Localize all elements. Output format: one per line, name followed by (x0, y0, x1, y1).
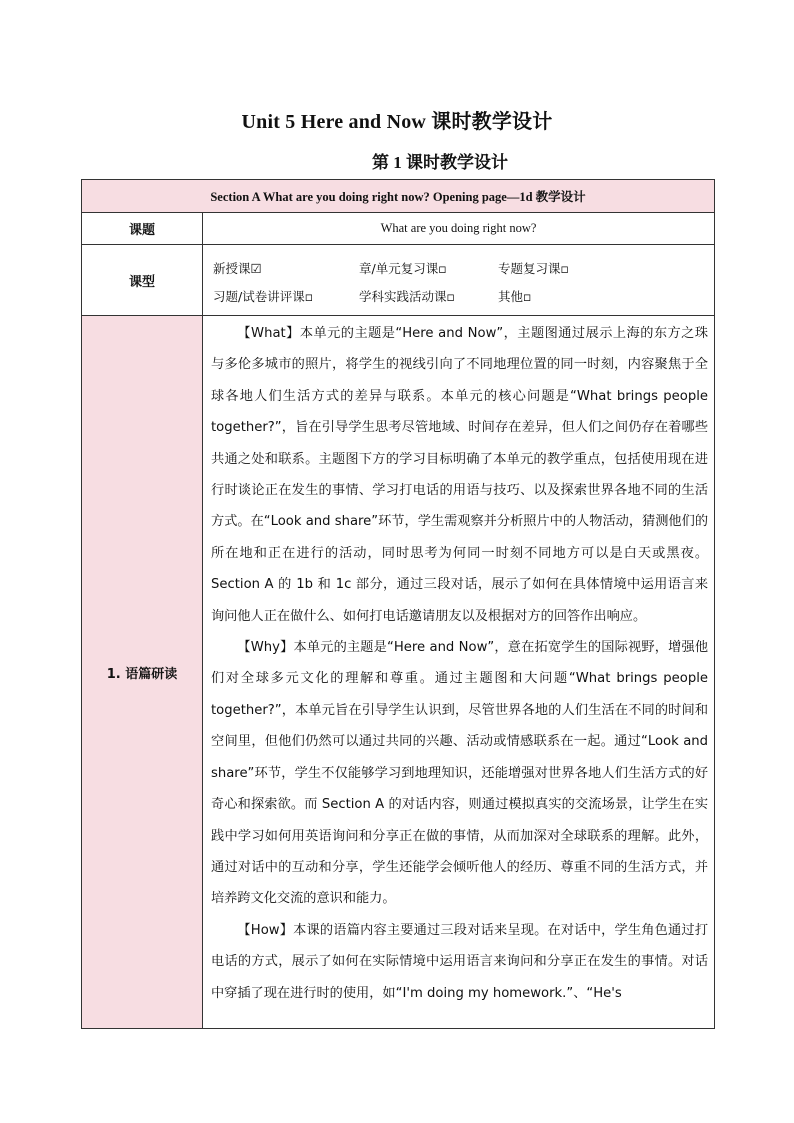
paragraph-how: 【How】本课的语篇内容主要通过三段对话来呈现。在对话中，学生角色通过打电话的方式，展示了如何在实际情境中运用语言来询问和分享正在发生的事情。对话中穿插了现在进行时的使用，如“I'm doing my homework.”、“He's (211, 922, 709, 1001)
paragraph-what: 【What】本单元的主题是“Here and Now”，主题图通过展示上海的东方之珠与多伦多城市的照片，将学生的视线引向了不同地理位置的同一时刻，内容聚焦于全球各地人们生活方式的差异与联系。本单元的核心问题是“What brings people together?”，旨在引导学生思考尽管地域、时间存在差异，但人们之间仍存在着哪些共通之处和联系。主题图下方的学习目标明确了本单元的教学重点，包括使用现在进行时谈论正在发生的事情、学习打电话的用语与技巧、以及探索世界各地不同的生活方式。在“Look and share”环节，学生需观察并分析照片中的人物活动，猜测他们的所在地和正在进行的活动，同时思考为何同一时刻不同地方可以是白天或黑夜。Section A 的 1b 和 1c 部分，通过三段对话，展示了如何在具体情境中运用语言来询问他人正在做什么、如何打电话邀请朋友以及根据对方的回答作出响应。 (211, 326, 709, 624)
type-option-unit-review: 章/单元复习课▫ (359, 261, 447, 276)
lesson-type-label: 课型 (82, 245, 203, 316)
document-subtitle: 第 1 课时教学设计 (372, 153, 508, 172)
topic-label: 课题 (82, 213, 203, 245)
lesson-plan-table (81, 179, 715, 1029)
topic-value: What are you doing right now? (203, 213, 715, 245)
type-option-new-lesson: 新授课☑ (213, 261, 262, 276)
section-header: Section A What are you doing right now? Opening page—1d 教学设计 (82, 180, 715, 213)
lesson-type-options (203, 245, 715, 316)
type-option-topic-review: 专题复习课▫ (498, 261, 569, 276)
lesson-type-row-1 (203, 254, 714, 282)
paragraph-why: 【Why】本单元的主题是“Here and Now”，意在拓宽学生的国际视野，增强他们对全球多元文化的理解和尊重。通过主题图和大问题“What brings people together?”，本单元旨在引导学生认识到，尽管世界各地的人们生活在不同的时间和空间里，但他们仍然可以通过共同的兴趣、活动或情感联系在一起。通过“Look and share”环节，学生不仅能够学习到地理知识，还能增强对世界各地人们生活方式的好奇心和探索欲。而 Section A 的对话内容，则通过模拟真实的交流场景，让学生在实践中学习如何用英语询问和分享正在做的事情，从而加深对全球联系的理解。此外，通过对话中的互动和分享，学生还能学会倾听他人的经历、尊重不同的生活方式，并培养跨文化交流的意识和能力。 (211, 640, 709, 907)
type-option-other: 其他▫ (498, 289, 532, 304)
text-analysis-body (203, 316, 715, 1029)
lesson-type-row-2 (203, 282, 714, 310)
document-title: Unit 5 Here and Now 课时教学设计 (241, 111, 553, 133)
section-1-label: 1. 语篇研读 (82, 316, 203, 1029)
type-option-exercise-review: 习题/试卷讲评课▫ (213, 289, 314, 304)
type-option-practice-activity: 学科实践活动课▫ (359, 289, 455, 304)
